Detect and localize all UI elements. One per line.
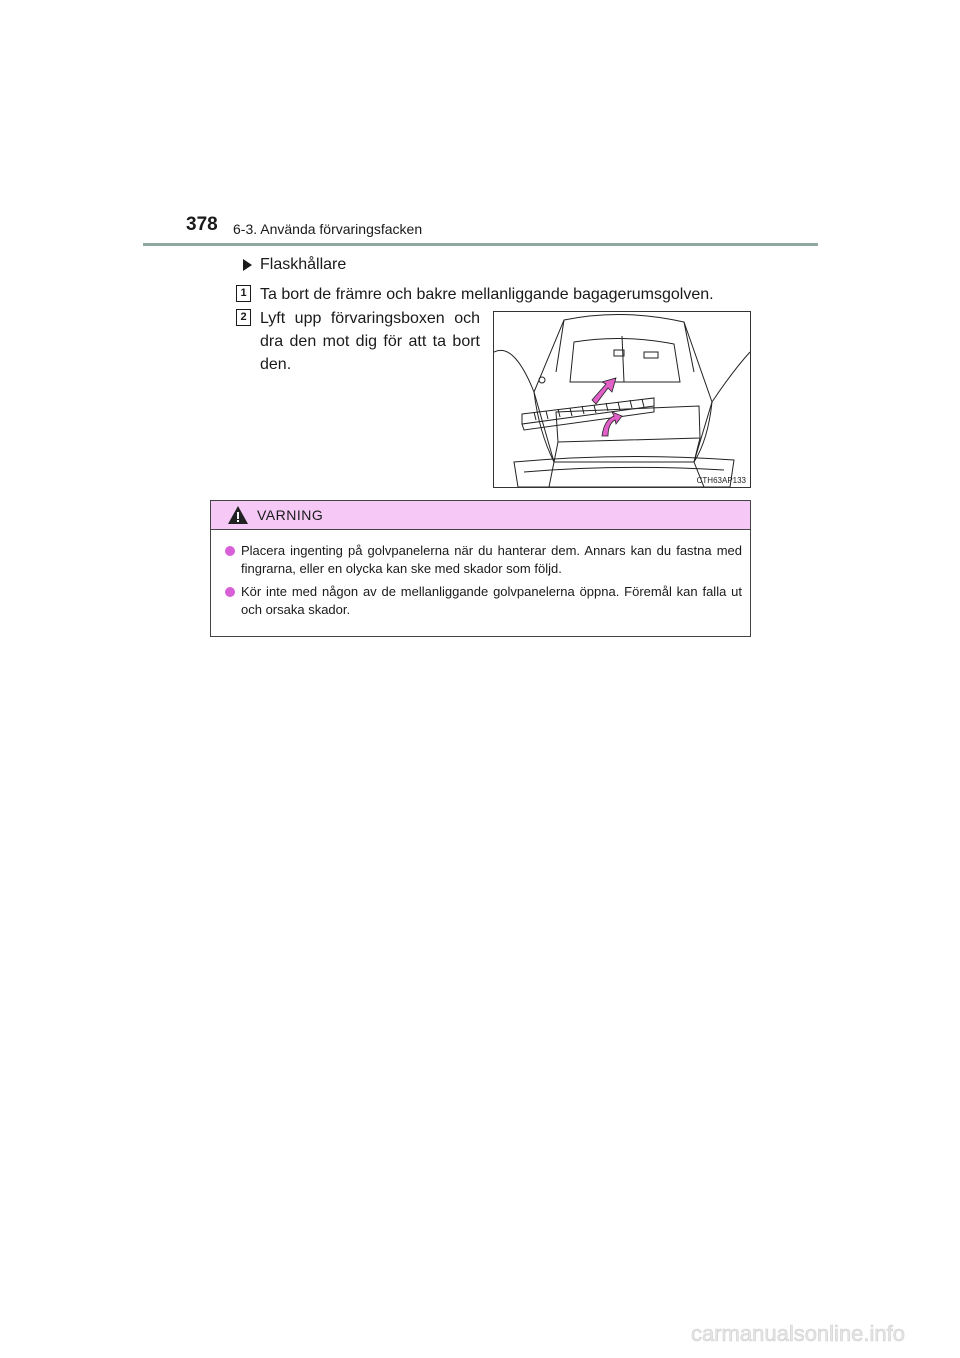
header-rule <box>143 243 818 246</box>
warning-header <box>211 501 750 530</box>
step-1-number: 1 <box>236 285 251 302</box>
warning-item-text: Placera ingenting på golvpanelerna när du hanterar dem. Annars kan du fastna med fingrarna, eller en olycka kan ske med skador som följd. <box>241 543 742 576</box>
section-title: 6-3. Använda förvaringsfacken <box>233 221 423 237</box>
bullet-icon <box>225 546 235 556</box>
figure-label: CTH63AP133 <box>696 476 746 485</box>
step-2-number: 2 <box>236 309 251 326</box>
warning-body <box>211 530 750 619</box>
step-1-text: Ta bort de främre och bakre mellanliggande bagagerumsgolven. <box>260 286 714 303</box>
illustration <box>493 311 751 488</box>
subhead <box>243 256 346 274</box>
page-number: 378 <box>186 214 218 235</box>
bullet-icon <box>225 587 235 597</box>
watermark-text: carmanualsonline.info <box>690 1321 906 1346</box>
cargo-area-illustration <box>494 312 750 487</box>
warning-item <box>225 542 742 578</box>
warning-triangle-icon <box>227 505 249 525</box>
triangle-bullet-icon <box>243 259 252 271</box>
step-2-text: Lyft upp förvaringsboxen och dra den mot dig för att ta bort den. <box>260 310 480 373</box>
subhead-label: Flaskhållare <box>260 256 347 273</box>
warning-item <box>225 583 742 619</box>
warning-box <box>210 500 751 637</box>
watermark-logo <box>648 1316 948 1350</box>
warning-title: VARNING <box>257 507 324 523</box>
warning-item-text: Kör inte med någon av de mellanliggande golvpanelerna öppna. Föremål kan falla ut och orsaka skador. <box>241 584 742 617</box>
